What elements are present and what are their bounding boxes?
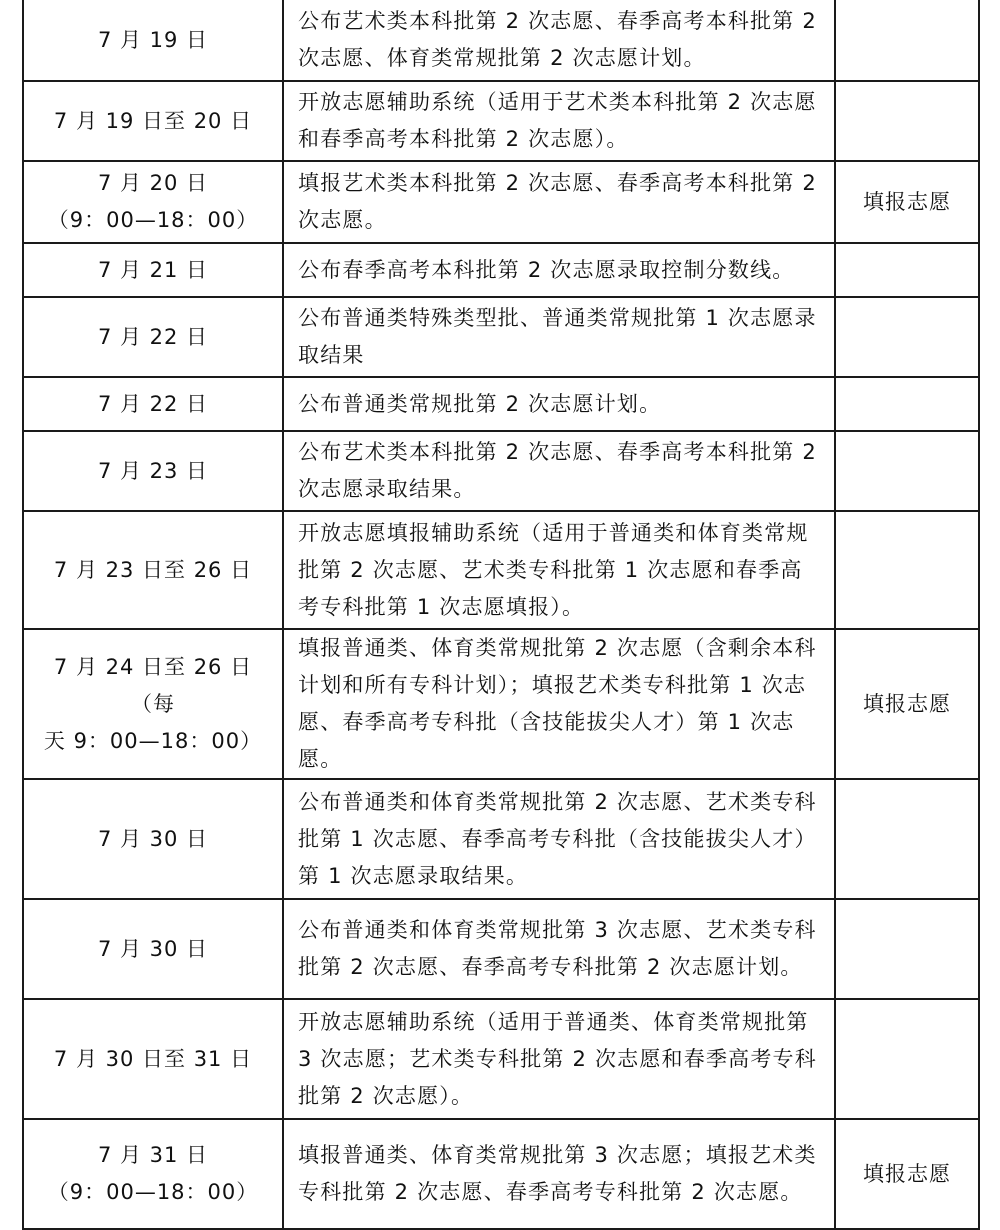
action-cell: 填报志愿 [835, 629, 979, 779]
table-row [23, 779, 979, 899]
action-cell [835, 81, 979, 161]
date-line: 7 月 30 日至 31 日 [53, 1046, 253, 1071]
date-time-line: （9：00—18：00） [47, 208, 259, 232]
description-cell: 开放志愿辅助系统（适用于普通类、体育类常规批第 3 次志愿；艺术类专科批第 2 次志愿和春季高考专科批第 2 次志愿）。 [283, 999, 835, 1119]
date-line: 7 月 21 日 [97, 257, 209, 282]
date-cell [23, 899, 283, 999]
date-cell [23, 999, 283, 1119]
table-row [23, 431, 979, 511]
date-line: 7 月 19 日 [97, 27, 209, 52]
date-cell [23, 377, 283, 431]
action-cell [835, 899, 979, 999]
description-cell: 开放志愿辅助系统（适用于艺术类本科批第 2 次志愿和春季高考本科批第 2 次志愿）。 [283, 81, 835, 161]
description-cell: 填报普通类、体育类常规批第 3 次志愿；填报艺术类专科批第 2 次志愿、春季高考专科批第 2 次志愿。 [283, 1119, 835, 1229]
table-row [23, 0, 979, 81]
date-line: 7 月 23 日 [97, 458, 209, 483]
action-cell [835, 511, 979, 629]
description-cell: 公布普通类和体育类常规批第 3 次志愿、艺术类专科批第 2 次志愿、春季高考专科批第 2 次志愿计划。 [283, 899, 835, 999]
description-cell: 填报艺术类本科批第 2 次志愿、春季高考本科批第 2 次志愿。 [283, 161, 835, 243]
date-line: 7 月 22 日 [97, 391, 209, 416]
date-line: 7 月 24 日至 26 日（每 [53, 654, 253, 716]
date-line: 7 月 30 日 [97, 936, 209, 961]
table-row [23, 81, 979, 161]
table-row [23, 161, 979, 243]
date-cell [23, 161, 283, 243]
table-row [23, 999, 979, 1119]
table-row [23, 629, 979, 779]
date-line: 7 月 23 日至 26 日 [53, 557, 253, 582]
action-cell [835, 297, 979, 377]
description-cell: 公布春季高考本科批第 2 次志愿录取控制分数线。 [283, 243, 835, 297]
date-cell [23, 0, 283, 81]
action-cell [835, 779, 979, 899]
date-cell [23, 431, 283, 511]
action-cell [835, 999, 979, 1119]
date-line: 7 月 19 日至 20 日 [53, 108, 253, 133]
description-cell: 公布普通类和体育类常规批第 2 次志愿、艺术类专科批第 1 次志愿、春季高考专科批（含技能拔尖人才）第 1 次志愿录取结果。 [283, 779, 835, 899]
date-line: 7 月 20 日 [97, 171, 209, 195]
table-row [23, 243, 979, 297]
date-cell [23, 297, 283, 377]
date-time-line: （9：00—18：00） [47, 1180, 259, 1204]
date-cell [23, 81, 283, 161]
date-cell [23, 511, 283, 629]
description-cell: 公布艺术类本科批第 2 次志愿、春季高考本科批第 2 次志愿、体育类常规批第 2 次志愿计划。 [283, 0, 835, 81]
action-cell [835, 0, 979, 81]
date-time-line: 天 9：00—18：00） [43, 728, 263, 753]
action-cell [835, 377, 979, 431]
date-cell [23, 243, 283, 297]
date-line: 7 月 31 日 [97, 1143, 209, 1167]
action-cell: 填报志愿 [835, 1119, 979, 1229]
date-cell [23, 1119, 283, 1229]
schedule-table-body [23, 0, 979, 1229]
action-cell [835, 243, 979, 297]
description-cell: 开放志愿填报辅助系统（适用于普通类和体育类常规批第 2 次志愿、艺术类专科批第 1 次志愿和春季高考专科批第 1 次志愿填报）。 [283, 511, 835, 629]
description-cell: 公布普通类特殊类型批、普通类常规批第 1 次志愿录取结果 [283, 297, 835, 377]
table-row [23, 377, 979, 431]
date-cell [23, 629, 283, 779]
table-row [23, 297, 979, 377]
date-line: 7 月 22 日 [97, 324, 209, 349]
action-cell: 填报志愿 [835, 161, 979, 243]
date-cell [23, 779, 283, 899]
table-row [23, 1119, 979, 1229]
schedule-table [22, 0, 980, 1230]
description-cell: 公布普通类常规批第 2 次志愿计划。 [283, 377, 835, 431]
table-row [23, 511, 979, 629]
date-line: 7 月 30 日 [97, 826, 209, 851]
action-cell [835, 431, 979, 511]
description-cell: 公布艺术类本科批第 2 次志愿、春季高考本科批第 2 次志愿录取结果。 [283, 431, 835, 511]
description-cell: 填报普通类、体育类常规批第 2 次志愿（含剩余本科计划和所有专科计划）；填报艺术类专科批第 1 次志愿、春季高考专科批（含技能拔尖人才）第 1 次志愿。 [283, 629, 835, 779]
table-row [23, 899, 979, 999]
